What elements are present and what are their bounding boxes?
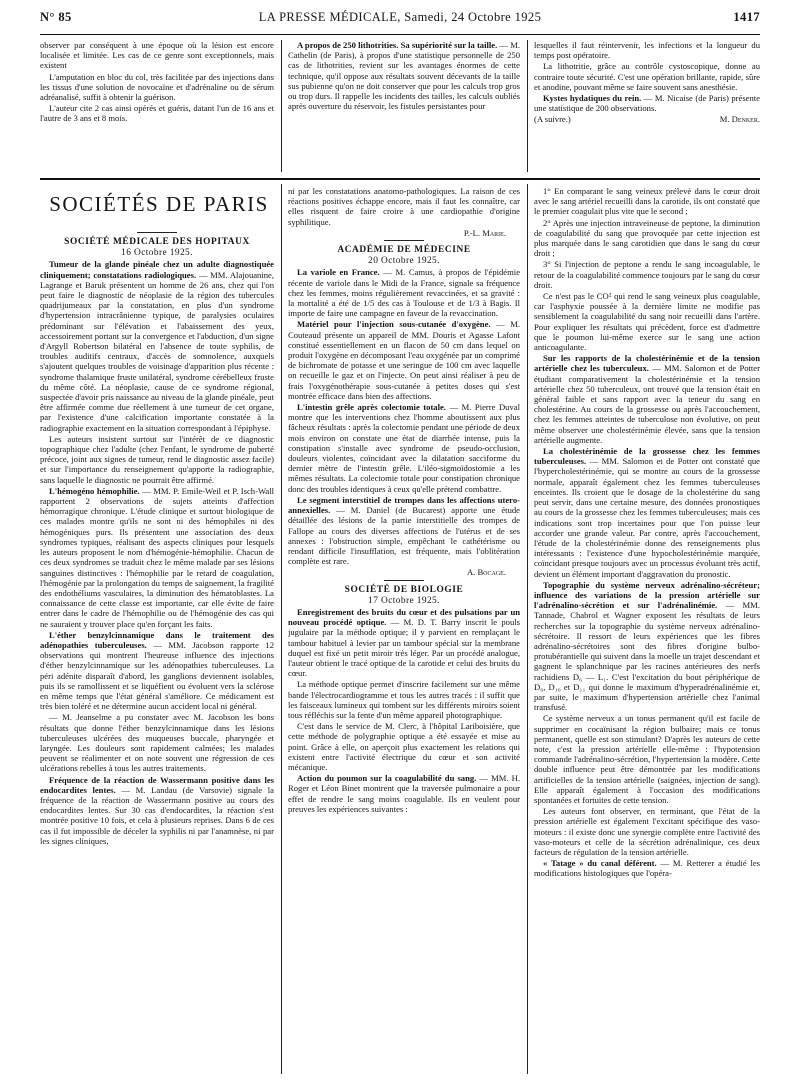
top-column-1 (40, 40, 274, 172)
page-number: 1417 (733, 10, 760, 24)
paragraph (288, 607, 520, 678)
paragraph (534, 446, 760, 579)
paragraph-body: — MM. H. Roger et Léon Binet montrent que la traversée pulmonaire a pour effet de rendre le sang moins coagulable. Ils en veulent pour preuves les expériences suivantes : (288, 773, 520, 814)
paragraph (288, 679, 520, 720)
author-signature: M. Denker. (719, 114, 760, 125)
paragraph-title: Tumeur de la glande pinéale chez un adulte diagnostiquée cliniquement; constatations radiologiques. (40, 259, 274, 280)
paragraph (288, 721, 520, 772)
paragraph-body: — MM. Salomon et de Potter ont constaté que l'hypercholestérinémie, qui se montre au cours de la grossesse normale, apparaît également chez les femmes tuberculeuses enceintes. Ils croient que le dosage de la cholestérine du sang peut servir, dans une certaine mesure, des données pronostiques au cours de la grossesse chez les femmes tuberculeuses; mais ces indications sont trop incertaines pour que l'on puisse leur accorder une grande valeur. Par contre, après l'accouchement, l'étude de la cholestérinémie donne des renseignements plus intéressants : l'existence d'une hypocholestérinémie marquée, coïncidant presque toujours avec un processus évoluant très actif, devient un élément important d'aggravation du pronostic. (534, 456, 760, 579)
paragraph-title: La variole en France. (297, 267, 380, 278)
paragraph: ni par les constatations anatomo-pathologiques. La raison de ces réactions positives échappe encore, mais il faut les connaître, car elles risquent de faire croire à une cardiopathie d'origine syphilitique. (288, 186, 520, 227)
paragraph-title: Enregistrement des bruits du cœur et des pulsations par un nouveau procédé optique. (288, 606, 520, 628)
paragraph (40, 630, 274, 712)
paragraph (288, 402, 520, 494)
paragraph-body: — M. Pierre Duval montre que les interventions chez l'homme aboutissent aux plus fâcheux résultats : après la colectomie pendant une période de deux mois environ on constate une état de diarrhée intense, puis la constipation s'installe avec syndrome de pseudo-occlusion, douleurs violentes, coïncidant avec la dilatation sacciforme du dernier mètre de l'intestin grêle. L'iléo-sigmoïdostomie a les mêmes résultats. La colectomie totale pour constipation chronique donc des troubles identiques à ceux qu'elle prétend combattre. (288, 402, 520, 494)
paragraph-title: Le segment interstitiel de trompes dans les affections utero-annexielles. (288, 494, 520, 516)
paragraph-body: — MM. Tannade, Chabrol et Wagner exposent les résultats de leurs recherches sur la topographie du système nerveux adrénalino-sécrétoire. Il ressort de leurs expériences que les fibres adrénalino-sécrétoires sont des fibres d'origine bulbo-protubérantielle qui suivent dans la moelle un trajet descendant et gagnent le splanchnique par les racines antérieures des nerfs rachidiens D₆ — L₁. C'est l'excitation du bout périphérique de D₆, D₁₀ et D₁₁ qui donne le maximum d'hyperadrénalinémie et, par suite, le maximum d'hypertension artérielle chez l'animal transfusé. (534, 600, 760, 713)
session-date: 16 Octobre 1925. (121, 248, 193, 259)
paragraph-body: Ce n'est pas le CO² qui rend le sang veineux plus coagulable, car l'asphyxie poussée à la dernière limite ne modifie pas sensiblement la coagulabilité du sang noir recueilli dans l'artère. Pour expliquer les résultats qui précèdent, force est d'admettre que le poumon lui-même exerce sur le sang une action anticoagulante. (534, 291, 760, 353)
paragraph-body: — MM. Salomon et de Potter étudiant comparativement la cholestérinémie et la tension artérielle chez 50 tuberculeux, ont trouvé que la tension était en général faible et sans rapport avec la teneur du sang en cholestérine. Au cours de la grossesse ou après l'accouchement, chez les femmes atteintes de tuberculose non évolutive, on peut même observer une cholestérinémie élevée, sans que la tension artérielle augmente. (534, 363, 760, 445)
paragraph-body: Les auteurs font observer, en terminant, que l'état de la pression artérielle est également l'excitant spécifique des vaso-moteurs : il existe donc une synergie complète entre l'activité des vaso-moteurs et celle de la sécrétion adrénalinique, ces deux facteurs de régulation de la tension artérielle. (534, 806, 760, 857)
to-be-continued: (A suivre.) (534, 114, 571, 125)
session-date: 17 Octobre 1925. (368, 595, 440, 606)
paragraph-body: — MM. P. Emile-Weil et P. Isch-Wall rapportent 2 observations de sujets atteints d'affection hémorragique chronique. L'étude clinique et surtout biologique de ces malades montre qu'ils ne sont ni des hémophiles ni des hémogéniques purs. Ils présentent une association des deux syndromes typiques, réalisant des aspects cliniques pour lesquels les auteurs proposent le nom d'hémogénie-hémophilie. Chacun de ces deux syndromes se traduit chez le même malade par ses lésions sanguines distinctives : l'hémophilie par le retard de coagulation, l'hémogénie par la prolongation du temps de saignement, la fragilité des endothéliums vasculaires, la diminution des hématoblastes. La connaissance de cette classe est importante, car elle évite de faire entrer dans le cadre de l'hémophilie ou de l'hémogénie des cas qui ne sauraient y trouver place qu'en forçant les faits. (40, 485, 274, 629)
paragraph (534, 218, 760, 259)
paragraph (40, 259, 274, 432)
paragraph: observer par conséquent à une époque où la lésion est encore localisée et limitée. Les cas de ce genre sont exceptionnels, mais existent (40, 40, 274, 71)
paragraph-body: 2° Après une injection intraveineuse de peptone, la diminution de coagulabilité du sang que provoquée par cette injection est plus marquée dans le sang carotidien que dans le sang du cœur droit ; (534, 217, 760, 259)
left-column (40, 230, 274, 1072)
publication-title: LA PRESSE MÉDICALE, Samedi, 24 Octobre 1925 (258, 10, 542, 24)
top-column-2 (288, 40, 520, 172)
column-divider (527, 40, 528, 172)
top-column-3 (534, 40, 760, 172)
paragraph-body: — M. D. T. Barry inscrit le pouls jugulaire par la méthode optique; il y parvient en remplaçant le tambour habituel à levier par un tambour spécial sur la membrane duquel est fixé un petit miroir très léger. Par un procédé analogue, l'auteur obtient le tracé optique de la carotide et celui des bruits du cœur. (288, 617, 520, 679)
header-rule (40, 34, 760, 35)
right-column (534, 186, 760, 1072)
paragraph-title: Sur les rapports de la cholestérinémie et de la tension artérielle chez les tuberculeux. (534, 353, 760, 374)
paragraph (288, 40, 520, 111)
paragraph-title: A propos de 250 lithotrities. Sa supériorité sur la taille. (297, 40, 498, 50)
paragraph (288, 319, 520, 401)
paragraph-title: « Tatage » du canal déférent. (543, 858, 657, 869)
paragraph: L'auteur cite 2 cas ainsi opérés et guéris, datant l'un de 16 ans et l'autre de 3 ans et 8 mois. (40, 103, 274, 124)
paragraph (534, 93, 760, 113)
society-heading: ACADÉMIE DE MÉDECINE (337, 245, 471, 256)
paragraph (534, 806, 760, 857)
paragraph (40, 486, 274, 629)
paragraph-title: Fréquence de la réaction de Wassermann positive dans les endocardites lentes. (40, 774, 274, 795)
paragraph-body: — MM. Jacobson rapporte 12 observations qui montrent l'heureuse influence des injections d'éther benzylcinnamique sur les adénopathies tuberculeuses. La péri adénite disparaît d'abord, les ganglions deviennent isolables, puis ils se ramollissent et se liquéfient ou évoluent vers la sclérose en même temps que l'état général s'améliore. Ce médicament est très bien toléré et ne détermine aucun accident local ni général. (40, 639, 274, 712)
paragraph (40, 775, 274, 846)
paragraph-body: — M. Landau (de Varsovie) signale la fréquence de la réaction de Wassermann positive au cours des endocardites lentes. Sur 30 cas d'endocardites, la réaction s'est montrée positive 10 fois, et cela à plusieurs reprises. Dans 6 de ces cas il fut impossible de déceler la syphilis ni par l'anamnèse, ni par les signes cliniques, (40, 784, 274, 846)
paragraph (534, 580, 760, 713)
paragraph-body: Les auteurs insistent surtout sur l'intérêt de ce diagnostic topographique chez l'adulte (chez l'enfant, le syndrome de puberté précoce, joint aux signes de tumeur, rend le diagnostic assez facile) et sur l'importance du renseignement qu'apporte la radiographie, sans laquelle le diagnostic ne pourrait être affirmé. (40, 433, 274, 485)
session-date: 20 Octobre 1925. (368, 256, 440, 267)
paragraph (40, 434, 274, 485)
paragraph-title: L'intestin grêle après colectomie totale. (297, 402, 446, 413)
column-divider (281, 40, 282, 172)
paragraph: L'amputation en bloc du col, très facilitée par des injections dans les tissus d'une solution de novocaïne et d'adrénaline ou de sérum adréanalisé, suffit à obtenir la guérison. (40, 71, 274, 103)
paragraph (534, 186, 760, 217)
column-divider (527, 184, 528, 1074)
paragraph-body: 3° Si l'injection de peptone a rendu le sang incoagulable, le retour de la coagulabilité commence toujours par le sang du cœur droit. (534, 259, 760, 290)
paragraph-title: La cholestérinémie de la grossesse chez les femmes tuberculeuses. (534, 446, 760, 467)
paragraph-body: — M. Daniel (de Bucarest) apporte une étude détaillée des lésions de la partie interstitielle des trompes de Fallope au cours des diverses affections de l'utérus et de ses annexes : l'obstruction simple, empêchant le cathétérisme ou rendant difficile l'insufflation, est fréquente, mais l'oblitération complète est rare. (288, 505, 520, 567)
paragraph-title: L'éther benzylcinnamique dans le traitement des adénopathies tuberculeuses. (40, 629, 274, 650)
issue-number: N° 85 (40, 10, 72, 24)
paragraph (534, 291, 760, 352)
paragraph-title: Topographie du système nerveux adrénalino-sécréteur; influence des variations de la pression artérielle sur l'adrénalino-sécrétion et sur l'adrénalinémie. (534, 579, 760, 611)
paragraph-title: L'hémogéno hémophilie. (49, 485, 140, 496)
society-heading: SOCIÉTÉ MÉDICALE DES HOPITAUX (64, 237, 250, 247)
paragraph-title: Kystes hydatiques du rein. (543, 93, 642, 104)
paragraph (288, 773, 520, 814)
paragraph (534, 858, 760, 878)
paragraph-body: La méthode optique permet d'inscrire facilement sur une même bande l'électrocardiogramme et tous les autres tracés : il suffit que les faisceaux lumineux qui tombent sur les différents miroirs soient tous réfléchis sur la fente d'un même appareil photographique. (288, 679, 520, 720)
paragraph-body: — M. Jeanselme a pu constater avec M. Jacobson les bons résultats que donne l'éther benzylcinnamique dans les lésions tuberculeuses ulcérées des muqueuses buccale, pharyngée et laryngée. Les douleurs sont rapidement calmées; les malades peuvent se réalimenter et on note souvent une régression de ces ulcérations rebelles à tous les autres traitements. (40, 712, 274, 774)
paragraph-body: — M. Camus, à propos de l'épidémie récente de variole dans le Midi de la France, signale sa fréquence chez les femmes, moins régulièrement revaccinées, et sa gravité : la mortalité a été de 1/5 des cas à Toulouse et de 1/3 à Bagis. Il importe de faire une campagne en faveur de la revaccination. (288, 267, 520, 319)
running-head (40, 10, 760, 30)
paragraph-title: Action du poumon sur la coagulabilité du sang. (297, 773, 477, 784)
column-divider (281, 184, 282, 1074)
author-signature: P.-L. Marie. (463, 227, 506, 238)
paragraph (534, 353, 760, 445)
paragraph-body: — M. Couteaud présente un appareil de MM. Douris et Agasse Lafont constitué essentiellement en un flacon de 50 cm dans lequel on produit l'oxygène en décomposant l'eau oxygénée par un comprimé de bichromate de potasse et une seringue de 100 cm avec laquelle on recueille le gaz et on l'injecte. On peut ainsi réaliser à peu de frais l'oxygénothérapie sous-cutanée à petites doses qui s'est montrée efficace dans bien des affections. (288, 319, 520, 401)
middle-column (288, 186, 520, 1072)
paragraph-body: 1° En comparant le sang veineux prélevé dans le cœur droit avec le sang artériel recueilli dans la carotide, ils ont constaté que le premier coagulait plus vite que le second ; (534, 186, 760, 217)
paragraph-body: — M. Nicaise (de Paris) présente une statistique de 200 observations. (534, 93, 760, 114)
ornament-rule (137, 232, 177, 233)
section-rule (40, 178, 760, 180)
paragraph-body: Ce système nerveux a un tonus permanent qu'il est facile de supprimer en cocaïnisant la région bulbaire; mais ce tonus permanent, quelle est son stimulant? D'après les auteurs de cette note, c'est la pression artérielle elle-même : l'hypotension commande l'adrénalino-sécrétion, l'hypertension la modère. Cette double influence peut être démontrée par les modifications artificielles de la tension artérielle (saignées, injection de sang). Elle apparaît également à l'occasion des modifications spontanées et fortuites de cette tension. (534, 713, 760, 805)
paragraph (288, 267, 520, 318)
ornament-rule (384, 580, 424, 581)
signature-line (534, 114, 760, 124)
paragraph (288, 495, 520, 566)
ornament-rule (384, 240, 424, 241)
paragraph (40, 712, 274, 773)
paragraph: lesquelles il faut réintervenir, les infections et la longueur du temps post opératoire. (534, 40, 760, 61)
paragraph-body: — MM. Alajouanine, Lagrange et Baruk présentent un homme de 26 ans, chez qui l'on peut faire le diagnostic de néoplasie de la région des tubercules quadrijumeaux par la constatation, en plus d'un syndrome d'hypertension intracrânienne typique, de paralysies oculaires prédominant sur l'élévation et l'abaissement des yeux, accessoirement portant sur la convergence et l'abduction, d'un signe d'Argyll Robertson bilatéral en l'absence de toute syphilis, de troubles auditifs centraux, d'accès de somnolence, auxquels s'ajoutent quelques troubles de voisinage d'apparition plus récente : syndrome thalamique fruste unilatéral, syndrome cérébelleux fruste du même côté. La néoplasie, cause de ce syndrome régional, suspectée d'avoir pris naissance au niveau de la glande pinéale, peut être affirmée comme due réellement à une tumeur de cet organe, par l'existence d'une calcification importante constatée à la radiographie exactement en la situation correspondant à l'épiphyse. (40, 269, 274, 433)
section-banner: SOCIÉTÉS DE PARIS (49, 192, 269, 216)
paragraph (534, 259, 760, 290)
paragraph-body: C'est dans le service de M. Clerc, à l'hôpital Lariboisière, que cette méthode de polygraphie optique a été essayée et mise au point. Grâce à elle, on aperçoit plus exactement les relations qui existent entre l'activité électrique du cœur et son activité mécanique. (288, 721, 520, 772)
paragraph-title: Matériel pour l'injection sous-cutanée d'oxygène. (297, 319, 491, 330)
society-heading: SOCIÉTÉ DE BIOLOGIE (344, 584, 464, 595)
author-signature: A. Bocage. (466, 567, 506, 578)
paragraph-body: — M. Retterer a étudié les modifications histologiques que l'opéra- (534, 858, 760, 879)
paragraph: La lithotritie, grâce au contrôle cystoscopique, donne au contraire toute sécurité. C'est une opération brillante, rapide, sûre et anodine, pouvant même se faire souvent sans anesthésie. (534, 61, 760, 92)
paragraph-body: — M. Cathelin (de Paris), à propos d'une statistique personnelle de 250 cas de lithotrities, revient sur les avantages énormes de cette technique, qu'il oppose aux résultats souvent décevants de la taille sus pubienne qu'on ne doit conserver que pour les calculs trop gros ou trop durs. Il rappelle les incidents des tailles, les calculs oubliés après ouverture du réservoir, les fistules persistantes pour (288, 40, 520, 112)
paragraph (534, 713, 760, 805)
